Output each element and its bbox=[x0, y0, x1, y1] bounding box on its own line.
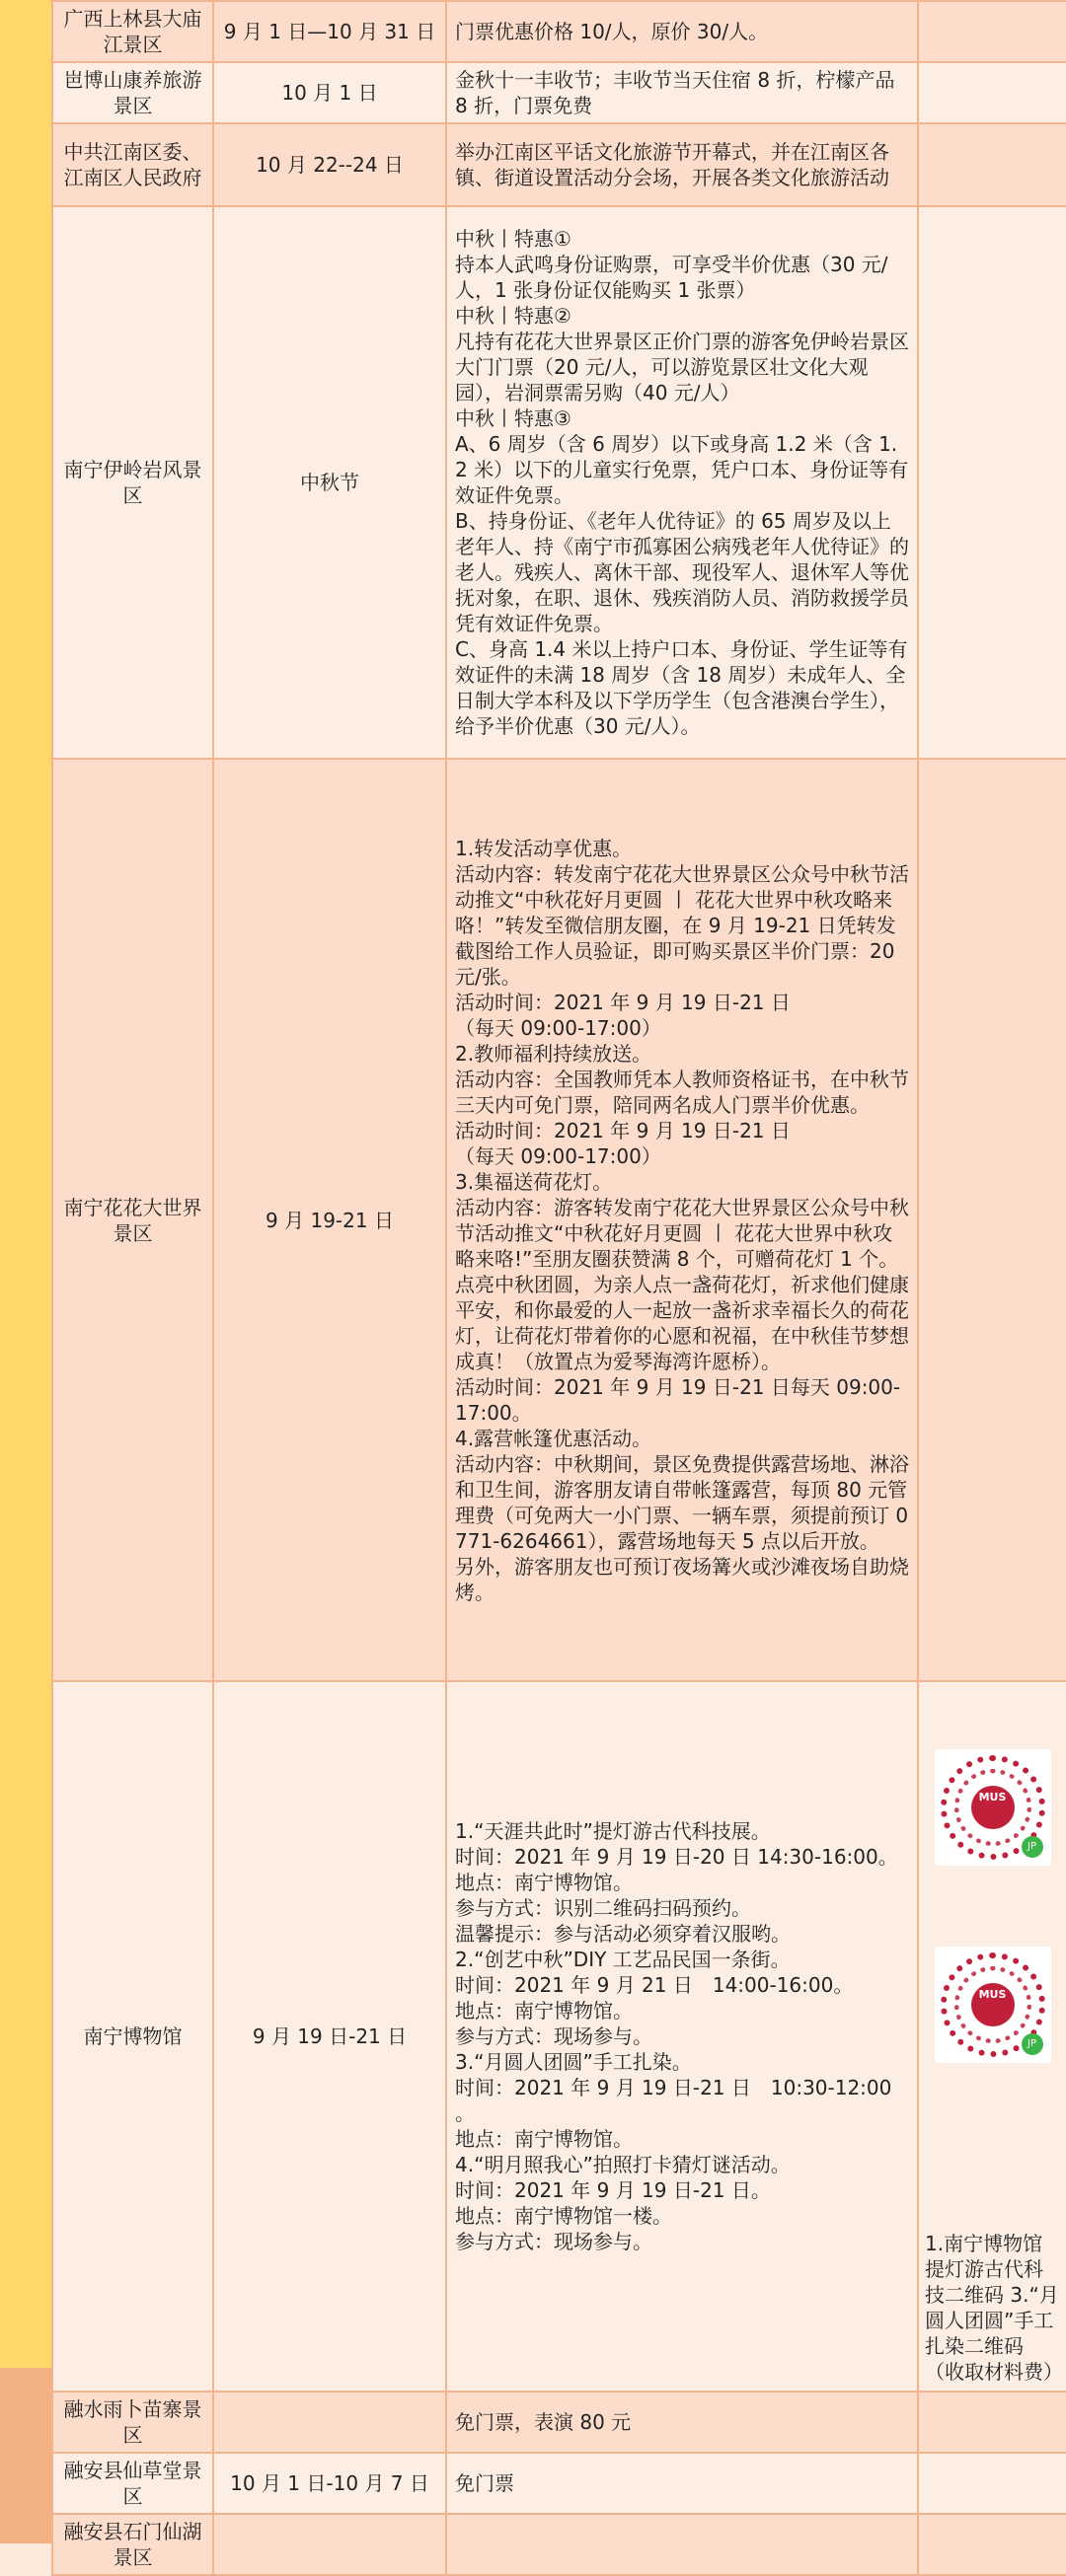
event-date: 9 月 19 日-21 日 bbox=[213, 1681, 446, 2392]
event-content bbox=[446, 759, 918, 1681]
content-line: 持本人武鸣身份证购票，可享受半价优惠（30 元/人，1 张身份证仅能购买 1 张票） bbox=[455, 253, 888, 302]
content-line: C、身高 1.4 米以上持户口本、身份证、学生证等有效证件的未满 18 周岁（含 18 周岁）未成年人、全日制大学本科及以下学历学生（包含港澳台学生），给予半价优惠（30 元/人）。 bbox=[455, 637, 908, 738]
event-content bbox=[446, 2514, 918, 2575]
category-strip-yellow bbox=[0, 0, 51, 2368]
content-line: 1.“天涯共此时”提灯游古代科技展。 bbox=[455, 1819, 771, 1843]
content-line: 2.“创艺中秋”DIY 工艺品民国一条街。 bbox=[455, 1948, 791, 1971]
content-line: （每天 09:00-17:00） bbox=[455, 1015, 661, 1040]
venue-name: 融水雨卜苗寨景区 bbox=[52, 2392, 213, 2453]
content-line: 活动时间：2021 年 9 月 19 日-21 日 bbox=[455, 1118, 791, 1142]
event-content bbox=[446, 123, 918, 206]
notes-cell bbox=[918, 1, 1066, 62]
content-line: 参与方式：识别二维码扫码预约。 bbox=[455, 1896, 751, 1920]
mini-program-icon: JP bbox=[1022, 1836, 1043, 1858]
event-date: 10 月 1 日-10 月 7 日 bbox=[213, 2453, 446, 2514]
content-line: 活动内容：游客转发南宁花花大世界景区公众号中秋节活动推文“中秋花好月更圆 丨 花花大世界中秋攻略来咯!”至朋友圈获赞满 8 个，可赠荷花灯 1 个。点亮中秋团圆，为亲人点一盏荷花灯，祈求他们健康平安，和你最爱的人一起放一盏祈求幸福长久的荷花灯，让荷花灯带着你的心愿和祝福，在中秋佳节梦想成真！（放置点为爱琴海湾许愿桥）。 bbox=[455, 1195, 909, 1373]
content-line: 金秋十一丰收节；丰收节当天住宿 8 折，柠檬产品 8 折，门票免费 bbox=[455, 68, 895, 117]
table-row bbox=[52, 1, 1066, 62]
content-line: 地点：南宁博物馆。 bbox=[455, 2127, 633, 2151]
content-line: 中秋丨特惠① bbox=[455, 227, 571, 251]
content-line: 免门票，表演 80 元 bbox=[455, 2410, 632, 2434]
event-content bbox=[446, 206, 918, 759]
venue-name: 南宁博物馆 bbox=[52, 1681, 213, 2392]
content-line: 活动时间：2021 年 9 月 19 日-21 日每天 09:00-17:00。 bbox=[455, 1374, 901, 1425]
content-line: 地点：南宁博物馆一楼。 bbox=[455, 2204, 672, 2228]
table-row bbox=[52, 2514, 1066, 2575]
notes-cell bbox=[918, 2453, 1066, 2514]
venue-name: 广西上林县大庙江景区 bbox=[52, 1, 213, 62]
content-line: A、6 周岁（含 6 周岁）以下或身高 1.2 米（含 1.2 米）以下的儿童实行免票，凭户口本、身份证等有效证件免票。 bbox=[455, 432, 909, 507]
event-date: 中秋节 bbox=[213, 206, 446, 759]
content-line: 活动内容：转发南宁花花大世界景区公众号中秋节活动推文“中秋花好月更圆 丨 花花大世界中秋攻略来咯！”转发至微信朋友圈，在 9 月 19-21 日凭转发截图给工作人员验证，即可购买景区半价门票：20 元/张。 bbox=[455, 861, 909, 989]
content-line: 举办江南区平话文化旅游节开幕式，并在江南区各镇、街道设置活动分会场，开展各类文化旅游活动 bbox=[455, 140, 889, 189]
content-line: 参与方式：现场参与。 bbox=[455, 2230, 652, 2253]
content-line: 4.“明月照我心”拍照打卡猜灯谜活动。 bbox=[455, 2153, 791, 2176]
notes-cell bbox=[918, 206, 1066, 759]
event-date: 10 月 1 日 bbox=[213, 62, 446, 123]
event-content bbox=[446, 1681, 918, 2392]
content-line: 活动时间：2021 年 9 月 19 日-21 日 bbox=[455, 990, 791, 1014]
event-content bbox=[446, 2453, 918, 2514]
content-line: 4.露营帐篷优惠活动。 bbox=[455, 1426, 652, 1450]
table-row bbox=[52, 2392, 1066, 2453]
venue-name: 融安县石门仙湖景区 bbox=[52, 2514, 213, 2575]
table-row bbox=[52, 123, 1066, 206]
notes-cell bbox=[918, 1681, 1066, 2392]
table-row bbox=[52, 2453, 1066, 2514]
qr-code-lantern-tour[interactable] bbox=[935, 1749, 1051, 1866]
content-line: 地点：南宁博物馆。 bbox=[455, 1999, 633, 2023]
table-row bbox=[52, 759, 1066, 1681]
content-line: 中秋丨特惠② bbox=[455, 304, 571, 328]
category-strip-peach bbox=[0, 2368, 51, 2543]
content-line: 另外，游客朋友也可预订夜场篝火或沙滩夜场自助烧烤。 bbox=[455, 1554, 909, 1604]
notes-cell bbox=[918, 2514, 1066, 2575]
notes-cell bbox=[918, 62, 1066, 123]
content-line: 凡持有花花大世界景区正价门票的游客免伊岭岩景区大门门票（20 元/人，可以游览景区壮文化大观园），岩洞票需另购（40 元/人） bbox=[455, 330, 909, 405]
notes-cell bbox=[918, 123, 1066, 206]
content-line: 地点：南宁博物馆。 bbox=[455, 1871, 633, 1894]
venue-name: 中共江南区委、江南区人民政府 bbox=[52, 123, 213, 206]
venue-name: 南宁花花大世界景区 bbox=[52, 759, 213, 1681]
venue-name: 融安县仙草堂景区 bbox=[52, 2453, 213, 2514]
notes-cell bbox=[918, 2392, 1066, 2453]
notes-cell bbox=[918, 759, 1066, 1681]
content-line: 参与方式：现场参与。 bbox=[455, 2024, 652, 2048]
content-line: 时间：2021 年 9 月 19 日-20 日 14:30-16:00。 bbox=[455, 1845, 898, 1869]
content-line: 3.集福送荷花灯。 bbox=[455, 1169, 613, 1194]
content-line: 1.转发活动享优惠。 bbox=[455, 836, 633, 860]
table-row bbox=[52, 62, 1066, 123]
content-line: 时间：2021 年 9 月 19 日-21 日 10:30-12:00 。 bbox=[455, 2076, 892, 2125]
mini-program-icon: JP bbox=[1022, 2033, 1043, 2055]
content-line: （每天 09:00-17:00） bbox=[455, 1143, 661, 1168]
content-line: 温馨提示：参与活动必须穿着汉服哟。 bbox=[455, 1922, 791, 1946]
table-row bbox=[52, 206, 1066, 759]
event-date: 9 月 1 日—10 月 31 日 bbox=[213, 1, 446, 62]
content-line: 2.教师福利持续放送。 bbox=[455, 1041, 652, 1066]
content-line: 时间：2021 年 9 月 21 日 14:00-16:00。 bbox=[455, 1973, 854, 1997]
event-content bbox=[446, 1, 918, 62]
content-line: 时间：2021 年 9 月 19 日-21 日。 bbox=[455, 2178, 771, 2202]
event-date bbox=[213, 2514, 446, 2575]
qr-code-tie-dye[interactable] bbox=[935, 1947, 1051, 2063]
event-date: 9 月 19-21 日 bbox=[213, 759, 446, 1681]
content-line: 免门票 bbox=[455, 2471, 514, 2495]
event-date bbox=[213, 2392, 446, 2453]
attractions-table bbox=[51, 0, 1066, 2576]
content-line: 门票优惠价格 10/人，原价 30/人。 bbox=[455, 20, 769, 43]
table-row bbox=[52, 1681, 1066, 2392]
qr-caption: 1.南宁博物馆提灯游古代科技二维码 3.“月圆人团圆”手工扎染二维码（收取材料费） bbox=[925, 2232, 1063, 2384]
content-line: 活动内容：中秋期间，景区免费提供露营场地、淋浴和卫生间，游客朋友请自带帐篷露营，每顶 80 元管理费（可免两大一小门票、一辆车票，须提前预订 0771-6264661），露营场地每天 5 点以后开放。 bbox=[455, 1451, 909, 1553]
venue-name: 岜博山康养旅游景区 bbox=[52, 62, 213, 123]
qr-logo: MUS bbox=[971, 1983, 1015, 2026]
content-line: 中秋丨特惠③ bbox=[455, 406, 571, 430]
event-content bbox=[446, 62, 918, 123]
content-line: B、持身份证、《老年人优待证》的 65 周岁及以上老年人、持《南宁市孤寡困公病残老年人优待证》的老人。残疾人、离休干部、现役军人、退休军人等优抚对象，在职、退休、残疾消防人员、消防救援学员凭有效证件免票。 bbox=[455, 509, 909, 635]
event-content bbox=[446, 2392, 918, 2453]
venue-name: 南宁伊岭岩风景区 bbox=[52, 206, 213, 759]
content-line: 活动内容：全国教师凭本人教师资格证书，在中秋节三天内可免门票，陪同两名成人门票半价优惠。 bbox=[455, 1067, 909, 1117]
qr-logo: MUS bbox=[971, 1786, 1015, 1829]
content-line: 3.“月圆人团圆”手工扎染。 bbox=[455, 2050, 692, 2074]
event-date: 10 月 22--24 日 bbox=[213, 123, 446, 206]
